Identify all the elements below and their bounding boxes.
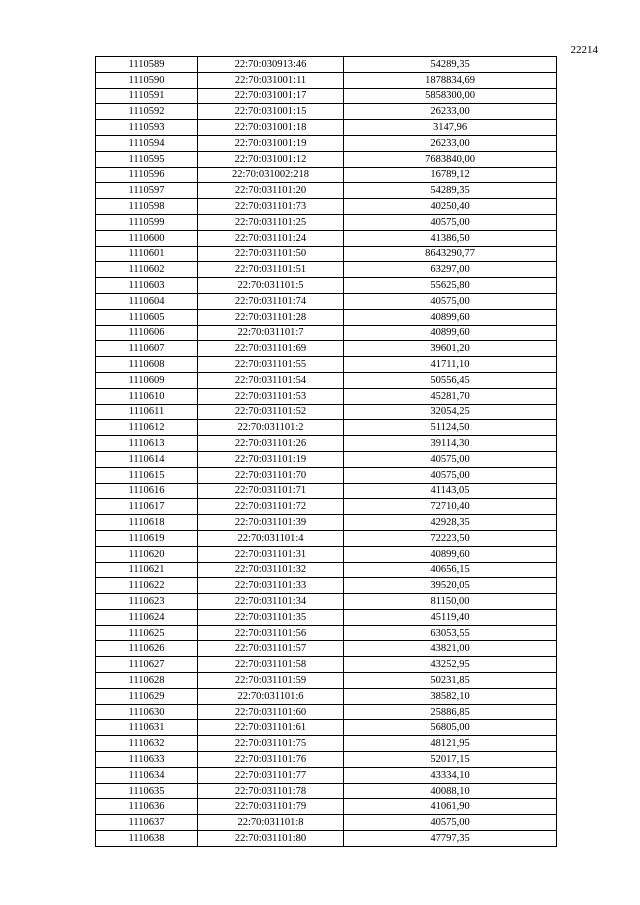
cadastral-value-cell: 56805,00 [344, 720, 557, 736]
table-row [96, 88, 557, 104]
cadastral-value-cell: 55625,80 [344, 278, 557, 294]
table-row [96, 799, 557, 815]
table-row [96, 135, 557, 151]
row-number-cell: 1110626 [96, 641, 198, 657]
cadastral-number-cell: 22:70:031101:61 [198, 720, 344, 736]
row-number-cell: 1110622 [96, 578, 198, 594]
table-row [96, 752, 557, 768]
cadastral-number-cell: 22:70:031101:2 [198, 420, 344, 436]
cadastral-value-cell: 63297,00 [344, 262, 557, 278]
table-row [96, 183, 557, 199]
table-row [96, 199, 557, 215]
row-number-cell: 1110616 [96, 483, 198, 499]
cadastral-number-cell: 22:70:031101:74 [198, 293, 344, 309]
table-row [96, 167, 557, 183]
cadastral-number-cell: 22:70:031001:17 [198, 88, 344, 104]
table-row [96, 151, 557, 167]
table-row [96, 467, 557, 483]
table-row [96, 388, 557, 404]
cadastral-number-cell: 22:70:031101:56 [198, 625, 344, 641]
cadastral-number-cell: 22:70:031101:75 [198, 736, 344, 752]
row-number-cell: 1110598 [96, 199, 198, 215]
cadastral-value-cell: 42928,35 [344, 515, 557, 531]
cadastral-value-cell: 72710,40 [344, 499, 557, 515]
table-row [96, 262, 557, 278]
cadastral-number-cell: 22:70:031101:32 [198, 562, 344, 578]
cadastral-value-cell: 3147,96 [344, 120, 557, 136]
cadastral-number-cell: 22:70:031101:78 [198, 783, 344, 799]
row-number-cell: 1110595 [96, 151, 198, 167]
cadastral-number-cell: 22:70:031101:72 [198, 499, 344, 515]
cadastral-number-cell: 22:70:031101:79 [198, 799, 344, 815]
table-row [96, 246, 557, 262]
cadastral-value-cell: 41386,50 [344, 230, 557, 246]
row-number-cell: 1110620 [96, 546, 198, 562]
cadastral-number-cell: 22:70:031101:53 [198, 388, 344, 404]
row-number-cell: 1110609 [96, 372, 198, 388]
cadastral-number-cell: 22:70:031101:34 [198, 594, 344, 610]
table-row [96, 499, 557, 515]
cadastral-number-cell: 22:70:031101:70 [198, 467, 344, 483]
row-number-cell: 1110623 [96, 594, 198, 610]
cadastral-value-cell: 52017,15 [344, 752, 557, 768]
cadastral-value-cell: 40575,00 [344, 293, 557, 309]
cadastral-value-cell: 39114,30 [344, 436, 557, 452]
table-row [96, 57, 557, 73]
cadastral-value-cell: 50231,85 [344, 673, 557, 689]
cadastral-number-cell: 22:70:031101:26 [198, 436, 344, 452]
cadastral-value-cell: 5858300,00 [344, 88, 557, 104]
row-number-cell: 1110599 [96, 214, 198, 230]
table-row [96, 436, 557, 452]
row-number-cell: 1110597 [96, 183, 198, 199]
cadastral-number-cell: 22:70:031101:51 [198, 262, 344, 278]
table-row [96, 530, 557, 546]
row-number-cell: 1110601 [96, 246, 198, 262]
cadastral-value-cell: 16789,12 [344, 167, 557, 183]
table-row [96, 483, 557, 499]
table-row [96, 515, 557, 531]
row-number-cell: 1110638 [96, 831, 198, 847]
row-number-cell: 1110618 [96, 515, 198, 531]
cadastral-number-cell: 22:70:031101:39 [198, 515, 344, 531]
row-number-cell: 1110596 [96, 167, 198, 183]
cadastral-number-cell: 22:70:031101:5 [198, 278, 344, 294]
table-row [96, 831, 557, 847]
table-row [96, 214, 557, 230]
table-row [96, 341, 557, 357]
table-row [96, 325, 557, 341]
cadastral-number-cell: 22:70:031002:218 [198, 167, 344, 183]
row-number-cell: 1110590 [96, 72, 198, 88]
row-number-cell: 1110631 [96, 720, 198, 736]
cadastral-value-cell: 40088,10 [344, 783, 557, 799]
cadastral-number-cell: 22:70:031001:15 [198, 104, 344, 120]
cadastral-number-cell: 22:70:031101:33 [198, 578, 344, 594]
row-number-cell: 1110630 [96, 704, 198, 720]
table-row [96, 309, 557, 325]
cadastral-value-cell: 40899,60 [344, 309, 557, 325]
row-number-cell: 1110627 [96, 657, 198, 673]
table-row [96, 230, 557, 246]
cadastral-value-cell: 40575,00 [344, 467, 557, 483]
cadastral-number-cell: 22:70:031101:25 [198, 214, 344, 230]
cadastral-number-cell: 22:70:031101:28 [198, 309, 344, 325]
table-row [96, 278, 557, 294]
row-number-cell: 1110589 [96, 57, 198, 73]
row-number-cell: 1110603 [96, 278, 198, 294]
cadastral-value-cell: 43821,00 [344, 641, 557, 657]
table-row [96, 451, 557, 467]
cadastral-value-cell: 40575,00 [344, 214, 557, 230]
row-number-cell: 1110602 [96, 262, 198, 278]
cadastral-value-cell: 39520,05 [344, 578, 557, 594]
cadastral-number-cell: 22:70:031101:24 [198, 230, 344, 246]
cadastral-value-cell: 25886,85 [344, 704, 557, 720]
cadastral-value-cell: 51124,50 [344, 420, 557, 436]
cadastral-value-table [95, 56, 557, 847]
cadastral-number-cell: 22:70:030913:46 [198, 57, 344, 73]
row-number-cell: 1110608 [96, 357, 198, 373]
row-number-cell: 1110634 [96, 767, 198, 783]
cadastral-value-cell: 32054,25 [344, 404, 557, 420]
table-row [96, 657, 557, 673]
row-number-cell: 1110637 [96, 815, 198, 831]
cadastral-value-cell: 41143,05 [344, 483, 557, 499]
cadastral-number-cell: 22:70:031101:19 [198, 451, 344, 467]
cadastral-number-cell: 22:70:031101:6 [198, 688, 344, 704]
table-row [96, 625, 557, 641]
cadastral-number-cell: 22:70:031001:12 [198, 151, 344, 167]
row-number-cell: 1110593 [96, 120, 198, 136]
table-row [96, 404, 557, 420]
cadastral-value-cell: 45119,40 [344, 609, 557, 625]
table-row [96, 815, 557, 831]
page-number: 22214 [570, 44, 598, 56]
row-number-cell: 1110614 [96, 451, 198, 467]
row-number-cell: 1110621 [96, 562, 198, 578]
row-number-cell: 1110611 [96, 404, 198, 420]
table-row [96, 357, 557, 373]
cadastral-number-cell: 22:70:031101:7 [198, 325, 344, 341]
row-number-cell: 1110604 [96, 293, 198, 309]
table-row [96, 641, 557, 657]
table-row [96, 720, 557, 736]
row-number-cell: 1110624 [96, 609, 198, 625]
table-row [96, 562, 557, 578]
row-number-cell: 1110612 [96, 420, 198, 436]
table-row [96, 736, 557, 752]
cadastral-number-cell: 22:70:031001:11 [198, 72, 344, 88]
cadastral-number-cell: 22:70:031101:20 [198, 183, 344, 199]
cadastral-value-cell: 39601,20 [344, 341, 557, 357]
row-number-cell: 1110625 [96, 625, 198, 641]
cadastral-value-cell: 40250,40 [344, 199, 557, 215]
table-body [96, 57, 557, 847]
cadastral-number-cell: 22:70:031101:58 [198, 657, 344, 673]
row-number-cell: 1110633 [96, 752, 198, 768]
row-number-cell: 1110594 [96, 135, 198, 151]
cadastral-value-cell: 1878834,69 [344, 72, 557, 88]
cadastral-value-cell: 45281,70 [344, 388, 557, 404]
cadastral-number-cell: 22:70:031101:77 [198, 767, 344, 783]
table-row [96, 546, 557, 562]
cadastral-number-cell: 22:70:031101:57 [198, 641, 344, 657]
cadastral-value-cell: 63053,55 [344, 625, 557, 641]
table-row [96, 120, 557, 136]
row-number-cell: 1110636 [96, 799, 198, 815]
row-number-cell: 1110615 [96, 467, 198, 483]
table-row [96, 578, 557, 594]
cadastral-number-cell: 22:70:031101:50 [198, 246, 344, 262]
row-number-cell: 1110632 [96, 736, 198, 752]
row-number-cell: 1110607 [96, 341, 198, 357]
row-number-cell: 1110600 [96, 230, 198, 246]
cadastral-number-cell: 22:70:031101:52 [198, 404, 344, 420]
cadastral-value-cell: 8643290,77 [344, 246, 557, 262]
cadastral-number-cell: 22:70:031101:76 [198, 752, 344, 768]
row-number-cell: 1110629 [96, 688, 198, 704]
cadastral-number-cell: 22:70:031101:55 [198, 357, 344, 373]
cadastral-value-cell: 50556,45 [344, 372, 557, 388]
table-row [96, 704, 557, 720]
cadastral-number-cell: 22:70:031101:35 [198, 609, 344, 625]
table-row [96, 609, 557, 625]
row-number-cell: 1110635 [96, 783, 198, 799]
table-row [96, 594, 557, 610]
cadastral-number-cell: 22:70:031101:8 [198, 815, 344, 831]
cadastral-value-cell: 38582,10 [344, 688, 557, 704]
cadastral-number-cell: 22:70:031101:73 [198, 199, 344, 215]
cadastral-value-cell: 72223,50 [344, 530, 557, 546]
cadastral-value-cell: 40575,00 [344, 451, 557, 467]
row-number-cell: 1110619 [96, 530, 198, 546]
row-number-cell: 1110613 [96, 436, 198, 452]
row-number-cell: 1110606 [96, 325, 198, 341]
cadastral-value-cell: 7683840,00 [344, 151, 557, 167]
cadastral-value-cell: 40656,15 [344, 562, 557, 578]
row-number-cell: 1110605 [96, 309, 198, 325]
row-number-cell: 1110610 [96, 388, 198, 404]
table-row [96, 767, 557, 783]
cadastral-number-cell: 22:70:031101:54 [198, 372, 344, 388]
table-row [96, 783, 557, 799]
table-row [96, 420, 557, 436]
table-row [96, 372, 557, 388]
row-number-cell: 1110591 [96, 88, 198, 104]
cadastral-number-cell: 22:70:031101:80 [198, 831, 344, 847]
cadastral-value-cell: 41711,10 [344, 357, 557, 373]
cadastral-value-cell: 81150,00 [344, 594, 557, 610]
table-row [96, 673, 557, 689]
table-row [96, 104, 557, 120]
cadastral-number-cell: 22:70:031101:4 [198, 530, 344, 546]
cadastral-value-cell: 47797,35 [344, 831, 557, 847]
cadastral-number-cell: 22:70:031001:18 [198, 120, 344, 136]
cadastral-value-cell: 43334,10 [344, 767, 557, 783]
table-row [96, 72, 557, 88]
cadastral-value-cell: 41061,90 [344, 799, 557, 815]
row-number-cell: 1110617 [96, 499, 198, 515]
cadastral-value-cell: 26233,00 [344, 104, 557, 120]
cadastral-number-cell: 22:70:031101:31 [198, 546, 344, 562]
cadastral-value-cell: 48121,95 [344, 736, 557, 752]
table-row [96, 688, 557, 704]
cadastral-value-cell: 54289,35 [344, 183, 557, 199]
cadastral-value-cell: 40899,60 [344, 325, 557, 341]
cadastral-value-cell: 26233,00 [344, 135, 557, 151]
row-number-cell: 1110628 [96, 673, 198, 689]
cadastral-number-cell: 22:70:031101:71 [198, 483, 344, 499]
cadastral-value-cell: 43252,95 [344, 657, 557, 673]
row-number-cell: 1110592 [96, 104, 198, 120]
cadastral-value-cell: 40899,60 [344, 546, 557, 562]
table-row [96, 293, 557, 309]
cadastral-number-cell: 22:70:031101:60 [198, 704, 344, 720]
cadastral-number-cell: 22:70:031101:59 [198, 673, 344, 689]
cadastral-value-cell: 54289,35 [344, 57, 557, 73]
cadastral-value-cell: 40575,00 [344, 815, 557, 831]
cadastral-number-cell: 22:70:031001:19 [198, 135, 344, 151]
cadastral-number-cell: 22:70:031101:69 [198, 341, 344, 357]
